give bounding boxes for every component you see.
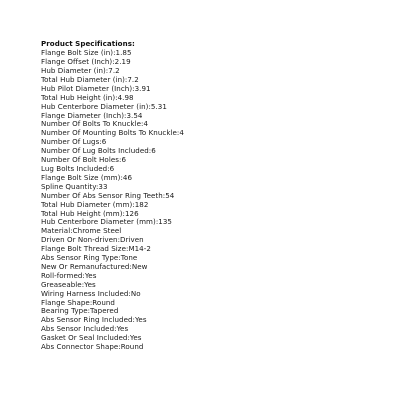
spec-line: Abs Sensor Ring Type:Tone (41, 253, 138, 263)
spec-line: Flange Bolt Size (mm):46 (41, 172, 133, 182)
spec-line: Total Hub Height (mm):126 (41, 208, 139, 218)
spec-line: Total Hub Diameter (in):7.2 (41, 74, 139, 84)
spec-line: Hub Centerbore Diameter (mm):135 (41, 217, 172, 227)
spec-line: Driven Or Non-driven:Driven (41, 235, 144, 245)
spec-line: Material:Chrome Steel (41, 226, 122, 236)
spec-line: Wiring Harness Included:No (41, 288, 141, 298)
spec-line: Flange Offset (Inch):2.19 (41, 57, 131, 67)
spec-line: Total Hub Diameter (mm):182 (41, 199, 149, 209)
spec-line: Flange Bolt Size (in):1.85 (41, 48, 132, 58)
spec-line: Number Of Mounting Bolts To Knuckle:4 (41, 128, 184, 138)
spec-line: Hub Diameter (in):7.2 (41, 66, 120, 76)
spec-line: Number Of Lugs:6 (41, 137, 107, 147)
product-specifications (41, 40, 381, 352)
spec-line: Abs Connector Shape:Round (41, 342, 144, 352)
spec-list (41, 49, 381, 352)
spec-line: Spline Quantity:33 (41, 181, 108, 191)
spec-title: Product Specifications: (41, 39, 135, 48)
spec-line: Bearing Type:Tapered (41, 306, 119, 316)
spec-line: Hub Pilot Diameter (Inch):3.91 (41, 83, 151, 93)
spec-line: Number Of Bolts To Knuckle:4 (41, 119, 149, 129)
spec-line: Flange Shape:Round (41, 297, 115, 307)
spec-line: Abs Sensor Included:Yes (41, 324, 129, 334)
spec-line: Greaseable:Yes (41, 279, 96, 289)
spec-line: Number Of Abs Sensor Ring Teeth:54 (41, 190, 175, 200)
spec-line: Number Of Bolt Holes:6 (41, 155, 127, 165)
spec-line: Abs Sensor Ring Included:Yes (41, 315, 147, 325)
spec-line: New Or Remanufactured:New (41, 261, 148, 271)
spec-line: Hub Centerbore Diameter (in):5.31 (41, 101, 167, 111)
spec-line: Gasket Or Seal Included:Yes (41, 333, 142, 343)
spec-line: Lug Bolts Included:6 (41, 163, 115, 173)
spec-line: Flange Diameter (Inch):3.54 (41, 110, 143, 120)
spec-line: Number Of Lug Bolts Included:6 (41, 146, 156, 156)
spec-line: Total Hub Height (in):4.98 (41, 92, 134, 102)
spec-line: Flange Bolt Thread Size:M14-2 (41, 244, 151, 254)
spec-line: Roll-formed:Yes (41, 270, 97, 280)
